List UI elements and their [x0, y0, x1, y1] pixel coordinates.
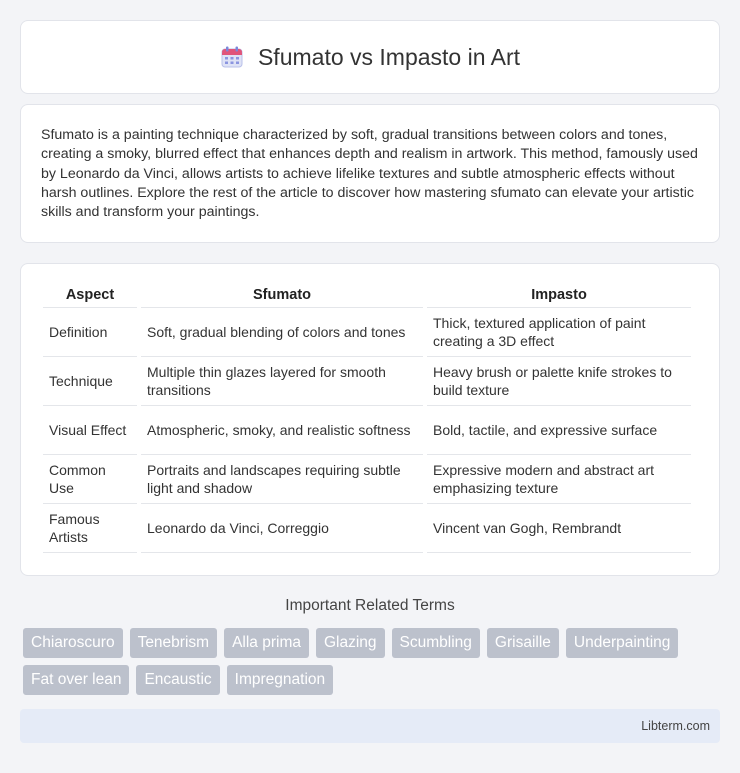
header-aspect: Aspect — [43, 282, 137, 308]
intro-text: Sfumato is a painting technique characterized by soft, gradual transitions between colors and tones, creating a smoky, blurred effect that enhances depth and realism in artwork. This method, famously used by Leonardo da Vinci, allows artists to achieve lifelike textures and subtle atmospheric effects without harsh outlines. Explore the rest of the article to discover how mastering sfumato can elevate your artistic skills and transform your paintings. — [41, 127, 698, 221]
tag-tenebrism[interactable]: Tenebrism — [130, 628, 218, 658]
cell-sfumato: Soft, gradual blending of colors and tones — [141, 308, 423, 357]
header-impasto: Impasto — [427, 282, 691, 308]
comparison-table — [39, 282, 695, 553]
tag-impregnation[interactable]: Impregnation — [227, 665, 333, 695]
footer — [20, 709, 720, 743]
cell-sfumato: Leonardo da Vinci, Correggio — [141, 504, 423, 553]
tag-alla-prima[interactable]: Alla prima — [224, 628, 309, 658]
footer-site-link[interactable]: Libterm.com — [641, 719, 710, 733]
cell-sfumato: Portraits and landscapes requiring subtle light and shadow — [141, 455, 423, 504]
cell-aspect: Common Use — [43, 455, 137, 504]
table-row — [43, 357, 691, 406]
table-header-row — [43, 282, 691, 308]
related-terms-list — [23, 628, 723, 702]
cell-aspect: Technique — [43, 357, 137, 406]
page-title: Sfumato vs Impasto in Art — [257, 43, 521, 70]
table-row — [43, 308, 691, 357]
cell-sfumato: Atmospheric, smoky, and realistic softness — [141, 406, 423, 455]
table-row — [43, 504, 691, 553]
table-row — [43, 406, 691, 455]
related-terms-title: Important Related Terms — [285, 597, 455, 614]
cell-impasto: Heavy brush or palette knife strokes to build texture — [427, 357, 691, 406]
cell-impasto: Thick, textured application of paint creating a 3D effect — [427, 308, 691, 357]
tag-encaustic[interactable]: Encaustic — [136, 665, 219, 695]
tag-scumbling[interactable]: Scumbling — [392, 628, 480, 658]
cell-impasto: Expressive modern and abstract art emphasizing texture — [427, 455, 691, 504]
cell-aspect: Famous Artists — [43, 504, 137, 553]
table-row — [43, 455, 691, 504]
tag-chiaroscuro[interactable]: Chiaroscuro — [23, 628, 123, 658]
tag-grisaille[interactable]: Grisaille — [487, 628, 559, 658]
intro-card — [20, 104, 720, 243]
header-sfumato: Sfumato — [141, 282, 423, 308]
header-card — [20, 20, 720, 94]
tag-glazing[interactable]: Glazing — [316, 628, 385, 658]
calendar-icon — [220, 45, 244, 69]
cell-sfumato: Multiple thin glazes layered for smooth transitions — [141, 357, 423, 406]
cell-aspect: Visual Effect — [43, 406, 137, 455]
tag-underpainting[interactable]: Underpainting — [566, 628, 679, 658]
cell-impasto: Bold, tactile, and expressive surface — [427, 406, 691, 455]
comparison-card — [20, 263, 720, 576]
cell-aspect: Definition — [43, 308, 137, 357]
tag-fat-over-lean[interactable]: Fat over lean — [23, 665, 129, 695]
cell-impasto: Vincent van Gogh, Rembrandt — [427, 504, 691, 553]
